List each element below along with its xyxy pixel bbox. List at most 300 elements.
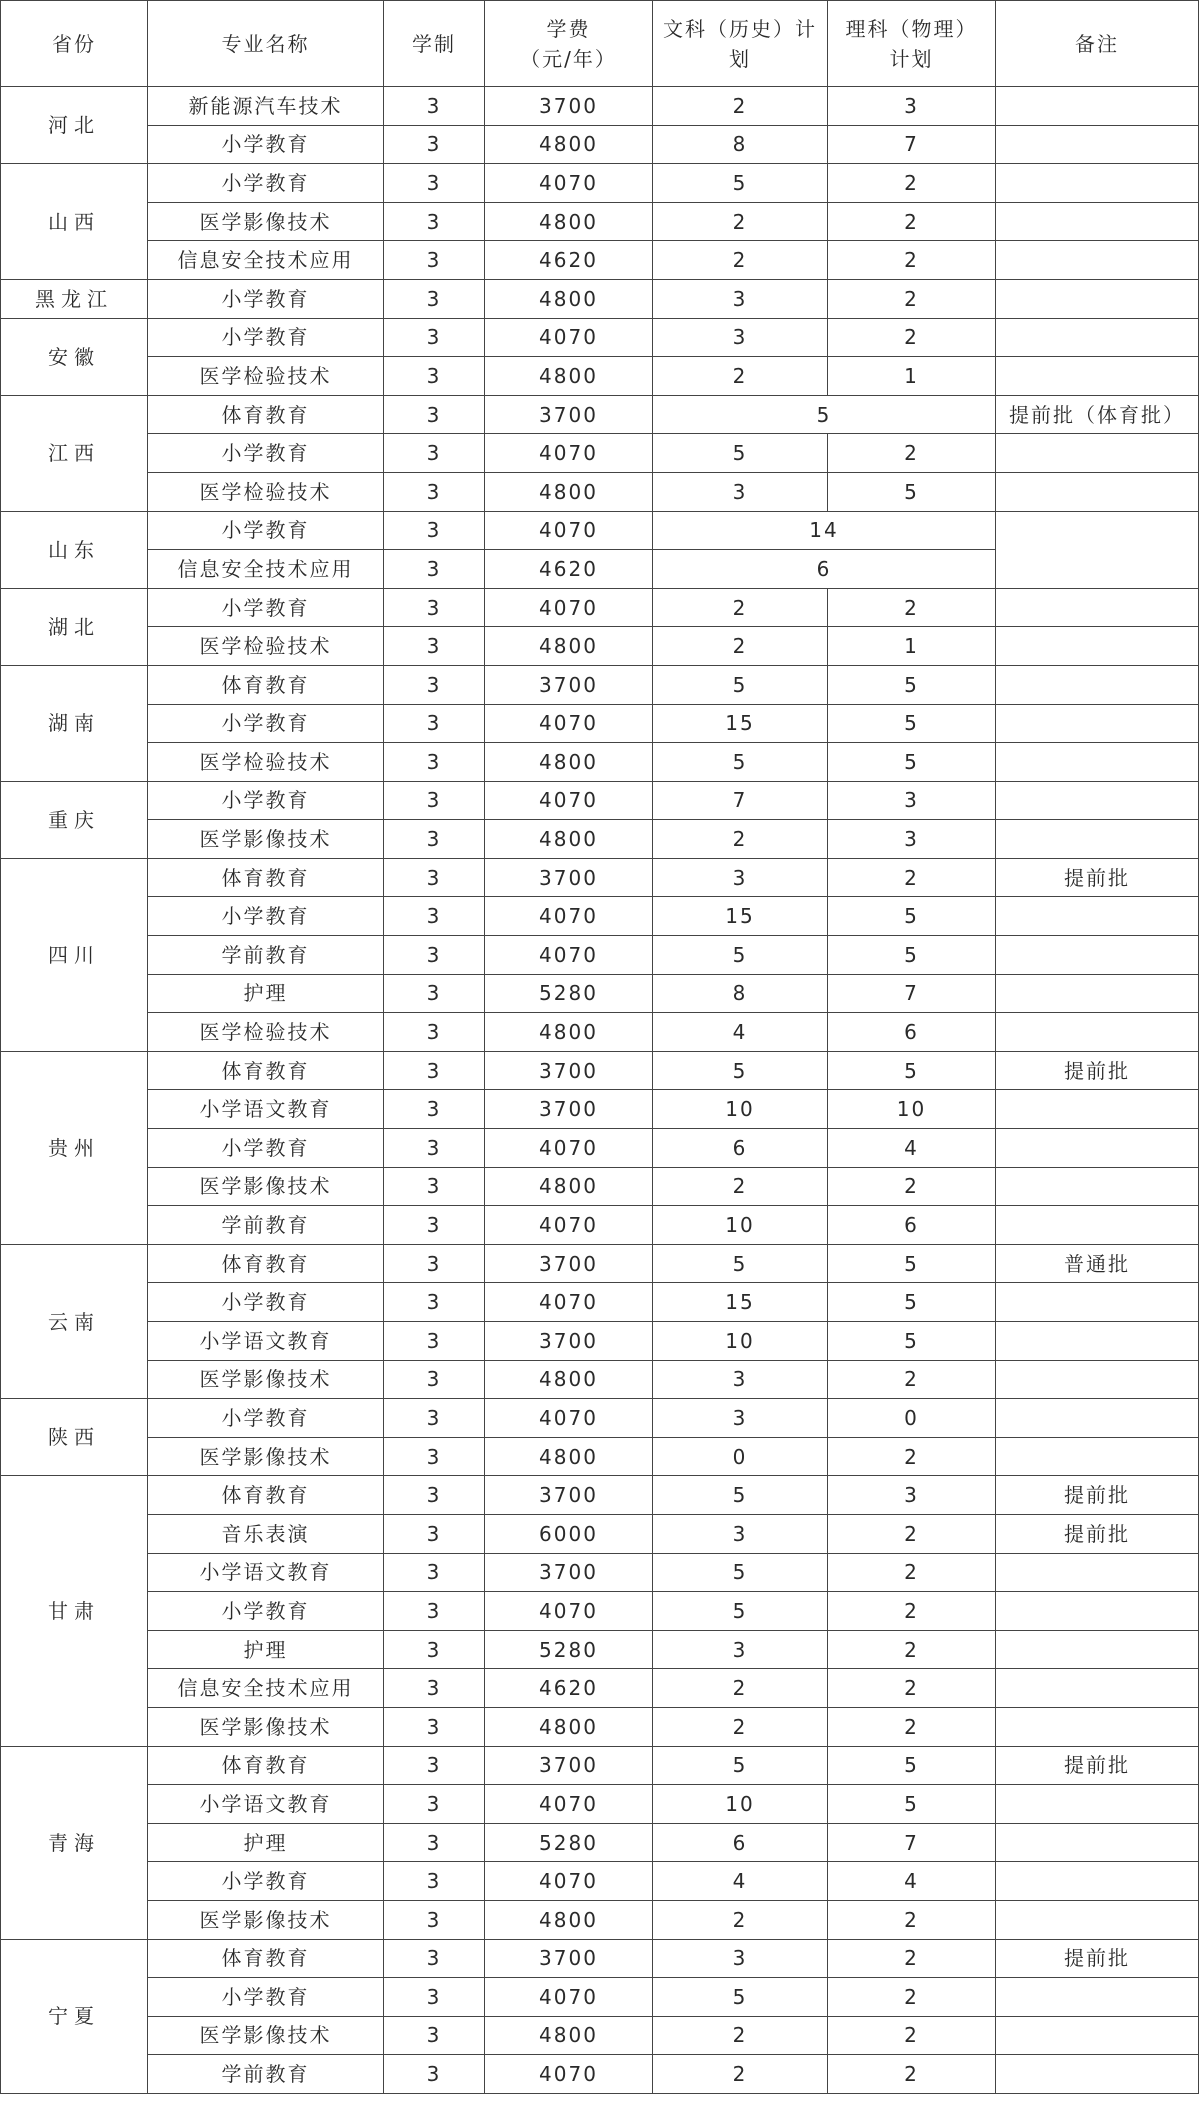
arts-plan-cell: 3 [653,318,828,357]
note-cell [996,241,1199,280]
note-cell [996,318,1199,357]
years-cell: 3 [384,897,485,936]
table-row [1,1129,1199,1168]
years-cell: 3 [384,1823,485,1862]
fee-cell: 4070 [485,936,653,975]
table-row [1,704,1199,743]
fee-cell: 4800 [485,472,653,511]
science-plan-cell: 5 [828,1051,996,1090]
arts-plan-cell: 6 [653,1129,828,1168]
note-cell [996,1785,1199,1824]
header-row [1,1,1199,87]
province-cell: 云南 [1,1244,148,1398]
arts-plan-cell: 15 [653,1283,828,1322]
note-cell [996,743,1199,782]
major-cell: 小学教育 [148,1862,384,1901]
years-cell: 3 [384,1785,485,1824]
table-row [1,434,1199,473]
science-plan-cell: 5 [828,1322,996,1361]
note-cell [996,1013,1199,1052]
table-row [1,1553,1199,1592]
table-row [1,357,1199,396]
table-row [1,1900,1199,1939]
major-cell: 医学检验技术 [148,1013,384,1052]
note-cell [996,472,1199,511]
major-cell: 体育教育 [148,1746,384,1785]
table-row [1,1862,1199,1901]
arts-plan-cell: 10 [653,1090,828,1129]
note-cell [996,1322,1199,1361]
table-row [1,2016,1199,2055]
header-province: 省份 [1,1,148,87]
science-plan-cell: 7 [828,125,996,164]
fee-cell: 4800 [485,202,653,241]
fee-cell: 6000 [485,1514,653,1553]
note-cell [996,87,1199,126]
major-cell: 体育教育 [148,1939,384,1978]
province-cell: 宁夏 [1,1939,148,2093]
science-plan-cell: 2 [828,164,996,203]
table-row [1,588,1199,627]
table-row [1,1746,1199,1785]
table-row [1,1630,1199,1669]
major-cell: 小学教育 [148,704,384,743]
table-row [1,2055,1199,2094]
years-cell: 3 [384,1013,485,1052]
major-cell: 信息安全技术应用 [148,241,384,280]
arts-plan-cell: 5 [653,743,828,782]
arts-plan-cell: 5 [653,1051,828,1090]
years-cell: 3 [384,434,485,473]
fee-cell: 4620 [485,1669,653,1708]
science-plan-cell: 2 [828,1514,996,1553]
fee-cell: 4070 [485,1399,653,1438]
years-cell: 3 [384,2016,485,2055]
arts-plan-cell: 2 [653,1707,828,1746]
years-cell: 3 [384,781,485,820]
major-cell: 小学教育 [148,318,384,357]
major-cell: 小学教育 [148,511,384,550]
fee-cell: 4800 [485,2016,653,2055]
years-cell: 3 [384,1129,485,1168]
science-plan-cell: 7 [828,1823,996,1862]
science-plan-cell: 2 [828,1553,996,1592]
fee-cell: 4800 [485,627,653,666]
fee-cell: 4620 [485,550,653,589]
major-cell: 护理 [148,1630,384,1669]
table-row [1,164,1199,203]
fee-cell: 4800 [485,743,653,782]
province-cell: 安徽 [1,318,148,395]
arts-plan-cell: 3 [653,1514,828,1553]
major-cell: 体育教育 [148,1244,384,1283]
table-row [1,665,1199,704]
fee-cell: 4800 [485,279,653,318]
major-cell: 护理 [148,974,384,1013]
major-cell: 信息安全技术应用 [148,1669,384,1708]
years-cell: 3 [384,1939,485,1978]
arts-plan-cell: 3 [653,1399,828,1438]
arts-plan-cell: 10 [653,1206,828,1245]
major-cell: 小学教育 [148,588,384,627]
arts-plan-cell: 2 [653,202,828,241]
science-plan-cell: 2 [828,2016,996,2055]
fee-cell: 3700 [485,395,653,434]
note-cell: 提前批 [996,1514,1199,1553]
science-plan-cell: 2 [828,1630,996,1669]
science-plan-cell: 3 [828,1476,996,1515]
fee-cell: 4070 [485,434,653,473]
table-row [1,1013,1199,1052]
fee-cell: 3700 [485,858,653,897]
fee-cell: 4070 [485,781,653,820]
fee-cell: 4070 [485,1206,653,1245]
major-cell: 体育教育 [148,1051,384,1090]
fee-cell: 5280 [485,1630,653,1669]
fee-cell: 4800 [485,820,653,859]
arts-plan-cell: 5 [653,1746,828,1785]
fee-cell: 3700 [485,1939,653,1978]
table-row [1,1322,1199,1361]
table-row [1,627,1199,666]
years-cell: 3 [384,974,485,1013]
note-cell [996,1167,1199,1206]
years-cell: 3 [384,1206,485,1245]
note-cell: 普通批 [996,1244,1199,1283]
note-cell: 提前批 [996,1939,1199,1978]
note-cell [996,936,1199,975]
table-row [1,1514,1199,1553]
arts-plan-cell: 2 [653,357,828,396]
years-cell: 3 [384,279,485,318]
table-row [1,395,1199,434]
arts-plan-cell: 0 [653,1437,828,1476]
header-fee: 学费 （元/年） [485,1,653,87]
science-plan-cell: 5 [828,1746,996,1785]
major-cell: 学前教育 [148,2055,384,2094]
arts-plan-cell: 15 [653,897,828,936]
fee-cell: 4070 [485,1978,653,2017]
note-cell [996,1707,1199,1746]
table-row [1,1167,1199,1206]
science-plan-cell: 3 [828,820,996,859]
table-row [1,511,1199,550]
fee-cell: 3700 [485,665,653,704]
major-cell: 学前教育 [148,1206,384,1245]
table-row [1,1051,1199,1090]
note-cell [996,820,1199,859]
science-plan-cell: 5 [828,936,996,975]
table-row [1,1669,1199,1708]
major-cell: 体育教育 [148,858,384,897]
years-cell: 3 [384,936,485,975]
table-row [1,743,1199,782]
major-cell: 小学教育 [148,781,384,820]
arts-plan-cell: 7 [653,781,828,820]
years-cell: 3 [384,87,485,126]
table-row [1,858,1199,897]
years-cell: 3 [384,1553,485,1592]
science-plan-cell: 5 [828,1244,996,1283]
province-cell: 湖北 [1,588,148,665]
header-note: 备注 [996,1,1199,87]
fee-cell: 4800 [485,1013,653,1052]
note-cell [996,1437,1199,1476]
fee-cell: 4070 [485,1592,653,1631]
note-cell [996,1399,1199,1438]
fee-cell: 4070 [485,588,653,627]
note-cell [996,588,1199,627]
arts-plan-cell: 2 [653,820,828,859]
table-row [1,1592,1199,1631]
science-plan-cell: 4 [828,1129,996,1168]
province-cell: 四川 [1,858,148,1051]
arts-plan-cell: 5 [653,1592,828,1631]
header-years: 学制 [384,1,485,87]
years-cell: 3 [384,1476,485,1515]
years-cell: 3 [384,2055,485,2094]
arts-plan-cell: 5 [653,164,828,203]
note-cell [996,665,1199,704]
major-cell: 学前教育 [148,936,384,975]
major-cell: 小学教育 [148,434,384,473]
note-cell [996,1283,1199,1322]
major-cell: 小学教育 [148,1129,384,1168]
note-cell [996,511,1199,588]
arts-plan-cell: 4 [653,1862,828,1901]
years-cell: 3 [384,357,485,396]
province-cell: 重庆 [1,781,148,858]
note-cell [996,1553,1199,1592]
table-body [1,87,1199,2094]
fee-cell: 4800 [485,1360,653,1399]
science-plan-cell: 2 [828,1900,996,1939]
fee-cell: 4070 [485,2055,653,2094]
table-row [1,1244,1199,1283]
major-cell: 小学教育 [148,897,384,936]
major-cell: 体育教育 [148,395,384,434]
arts-plan-cell: 3 [653,1630,828,1669]
fee-cell: 4800 [485,1437,653,1476]
major-cell: 医学影像技术 [148,1437,384,1476]
years-cell: 3 [384,125,485,164]
fee-cell: 4800 [485,357,653,396]
table-row [1,318,1199,357]
arts-plan-cell: 2 [653,2055,828,2094]
years-cell: 3 [384,1630,485,1669]
province-cell: 贵州 [1,1051,148,1244]
years-cell: 3 [384,1746,485,1785]
science-plan-cell: 2 [828,241,996,280]
years-cell: 3 [384,1244,485,1283]
note-cell [996,1862,1199,1901]
fee-cell: 3700 [485,1322,653,1361]
table-row [1,1978,1199,2017]
science-plan-cell: 2 [828,1978,996,2017]
note-cell: 提前批 [996,1476,1199,1515]
arts-plan-cell: 10 [653,1322,828,1361]
note-cell [996,2016,1199,2055]
fee-cell: 4070 [485,1862,653,1901]
arts-plan-cell: 5 [653,1978,828,2017]
arts-plan-cell: 2 [653,87,828,126]
science-plan-cell: 4 [828,1862,996,1901]
note-cell [996,1206,1199,1245]
fee-cell: 4070 [485,164,653,203]
science-plan-cell: 0 [828,1399,996,1438]
fee-cell: 3700 [485,1746,653,1785]
science-plan-cell: 2 [828,858,996,897]
combined-plan-cell: 5 [653,395,996,434]
science-plan-cell: 2 [828,1437,996,1476]
major-cell: 小学教育 [148,279,384,318]
science-plan-cell: 5 [828,665,996,704]
table-row [1,279,1199,318]
years-cell: 3 [384,820,485,859]
note-cell [996,1669,1199,1708]
note-cell: 提前批（体育批） [996,395,1199,434]
years-cell: 3 [384,588,485,627]
major-cell: 小学教育 [148,1283,384,1322]
province-cell: 山东 [1,511,148,588]
note-cell [996,897,1199,936]
science-plan-cell: 2 [828,1669,996,1708]
note-cell [996,1592,1199,1631]
years-cell: 3 [384,1900,485,1939]
years-cell: 3 [384,1090,485,1129]
table-row [1,820,1199,859]
combined-plan-cell: 14 [653,511,996,550]
fee-cell: 4070 [485,1129,653,1168]
science-plan-cell: 6 [828,1206,996,1245]
major-cell: 医学影像技术 [148,1360,384,1399]
arts-plan-cell: 8 [653,974,828,1013]
table-row [1,974,1199,1013]
major-cell: 医学影像技术 [148,1167,384,1206]
table-row [1,1283,1199,1322]
note-cell [996,357,1199,396]
table-row [1,1707,1199,1746]
arts-plan-cell: 5 [653,1476,828,1515]
years-cell: 3 [384,395,485,434]
science-plan-cell: 2 [828,1167,996,1206]
major-cell: 小学教育 [148,164,384,203]
arts-plan-cell: 3 [653,1360,828,1399]
science-plan-cell: 2 [828,588,996,627]
table-row [1,472,1199,511]
fee-cell: 4620 [485,241,653,280]
fee-cell: 3700 [485,1090,653,1129]
years-cell: 3 [384,202,485,241]
fee-cell: 4070 [485,897,653,936]
major-cell: 小学语文教育 [148,1322,384,1361]
years-cell: 3 [384,1592,485,1631]
note-cell [996,781,1199,820]
arts-plan-cell: 5 [653,1244,828,1283]
arts-plan-cell: 8 [653,125,828,164]
major-cell: 体育教育 [148,665,384,704]
science-plan-cell: 5 [828,1785,996,1824]
fee-cell: 3700 [485,1476,653,1515]
science-plan-cell: 10 [828,1090,996,1129]
table-row [1,1823,1199,1862]
arts-plan-cell: 3 [653,279,828,318]
arts-plan-cell: 5 [653,434,828,473]
arts-plan-cell: 15 [653,704,828,743]
note-cell: 提前批 [996,858,1199,897]
arts-plan-cell: 2 [653,2016,828,2055]
major-cell: 医学影像技术 [148,1900,384,1939]
table-row [1,1399,1199,1438]
fee-cell: 4070 [485,511,653,550]
science-plan-cell: 2 [828,2055,996,2094]
note-cell [996,1360,1199,1399]
major-cell: 医学检验技术 [148,627,384,666]
province-cell: 黑龙江 [1,279,148,318]
major-cell: 医学检验技术 [148,357,384,396]
arts-plan-cell: 5 [653,1553,828,1592]
major-cell: 医学影像技术 [148,2016,384,2055]
years-cell: 3 [384,627,485,666]
fee-cell: 4800 [485,125,653,164]
note-cell [996,1978,1199,2017]
table-row [1,125,1199,164]
fee-cell: 5280 [485,974,653,1013]
table-row [1,897,1199,936]
fee-cell: 4800 [485,1900,653,1939]
years-cell: 3 [384,1669,485,1708]
province-cell: 山西 [1,164,148,280]
years-cell: 3 [384,1862,485,1901]
note-cell [996,1630,1199,1669]
note-cell [996,627,1199,666]
fee-cell: 4070 [485,704,653,743]
major-cell: 小学教育 [148,1592,384,1631]
note-cell [996,125,1199,164]
major-cell: 新能源汽车技术 [148,87,384,126]
years-cell: 3 [384,1707,485,1746]
science-plan-cell: 2 [828,202,996,241]
table-row [1,1206,1199,1245]
arts-plan-cell: 4 [653,1013,828,1052]
years-cell: 3 [384,743,485,782]
major-cell: 小学教育 [148,125,384,164]
years-cell: 3 [384,858,485,897]
arts-plan-cell: 3 [653,858,828,897]
header-arts-plan: 文科（历史）计划 [653,1,828,87]
arts-plan-cell: 3 [653,472,828,511]
table-row [1,1437,1199,1476]
province-cell: 青海 [1,1746,148,1939]
fee-cell: 3700 [485,1051,653,1090]
note-cell [996,279,1199,318]
years-cell: 3 [384,1978,485,2017]
science-plan-cell: 2 [828,1939,996,1978]
years-cell: 3 [384,1283,485,1322]
years-cell: 3 [384,318,485,357]
note-cell [996,434,1199,473]
arts-plan-cell: 6 [653,1823,828,1862]
table-row [1,202,1199,241]
note-cell: 提前批 [996,1746,1199,1785]
fee-cell: 3700 [485,1244,653,1283]
arts-plan-cell: 3 [653,1939,828,1978]
header-major: 专业名称 [148,1,384,87]
major-cell: 音乐表演 [148,1514,384,1553]
province-cell: 陕西 [1,1399,148,1476]
science-plan-cell: 5 [828,704,996,743]
major-cell: 医学影像技术 [148,202,384,241]
